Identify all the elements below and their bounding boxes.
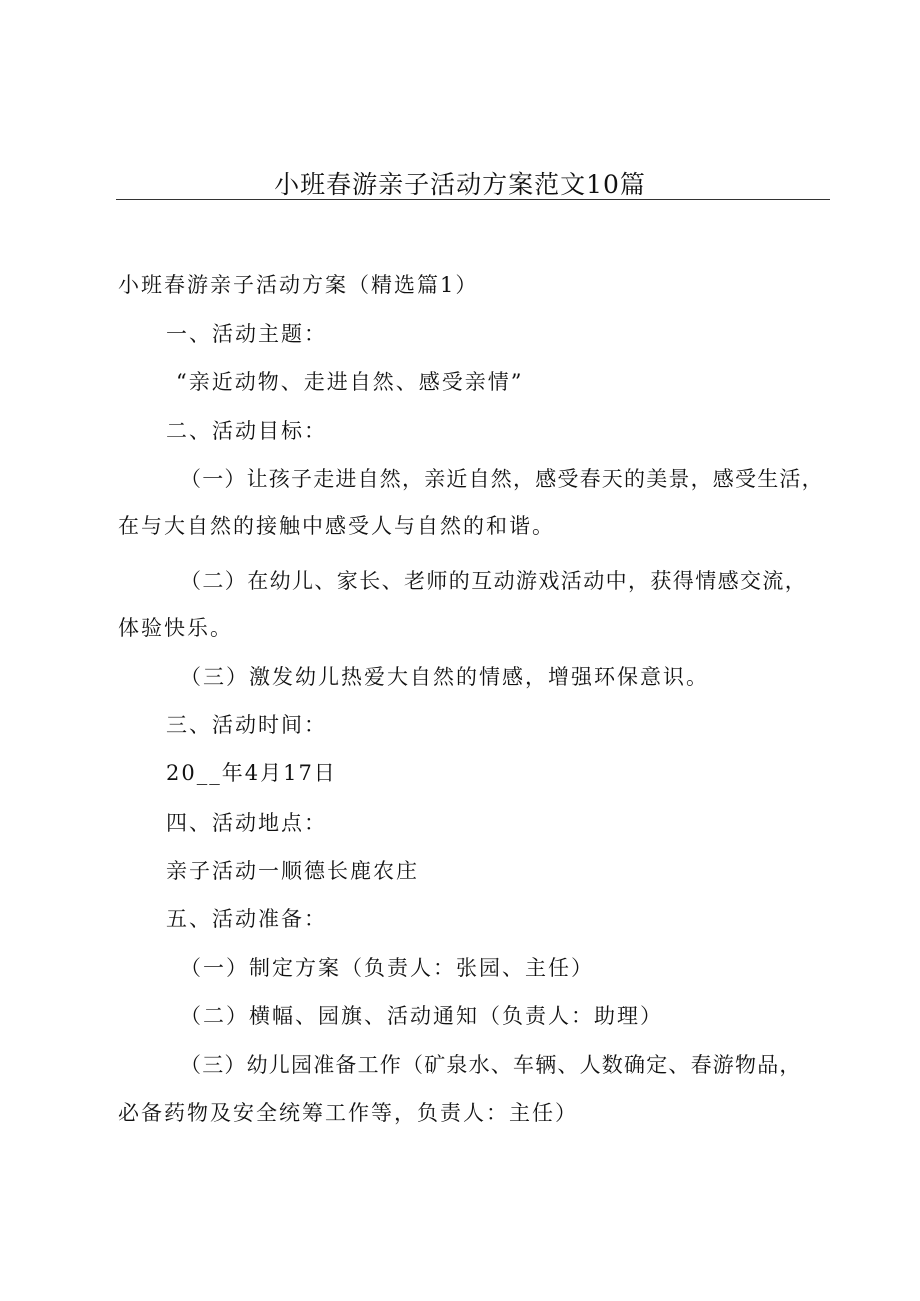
- activity-date: 20__年4月17日: [166, 761, 337, 785]
- goal-3: （三）激发幼儿热爱大自然的情感，增强环保意识。: [180, 665, 709, 689]
- heading-activity-goals: 二、活动目标：: [166, 419, 327, 443]
- goal-2-line-1: （二）在幼儿、家长、老师的互动游戏活动中，获得情感交流，: [180, 569, 808, 593]
- heading-activity-time: 三、活动时间：: [166, 713, 327, 737]
- activity-location: 亲子活动一顺德长鹿农庄: [166, 859, 419, 883]
- preparation-3-line-1: （三）幼儿园准备工作（矿泉水、车辆、人数确定、春游物品，: [180, 1053, 802, 1077]
- document-title: 小班春游亲子活动方案范文10篇: [274, 170, 646, 199]
- heading-activity-location: 四、活动地点：: [166, 811, 327, 835]
- activity-theme-text: “亲近动物、走进自然、感受亲情”: [176, 370, 524, 394]
- preparation-3-line-2: 必备药物及安全统筹工作等，负责人：主任）: [118, 1101, 578, 1125]
- preparation-1: （一）制定方案（负责人：张园、主任）: [180, 956, 594, 980]
- heading-activity-theme: 一、活动主题：: [166, 322, 327, 346]
- goal-1-line-1: （一）让孩子走进自然，亲近自然，感受春天的美景，感受生活，: [180, 467, 824, 491]
- title-underline: [116, 199, 830, 200]
- preparation-2: （二）横幅、园旗、活动通知（负责人：助理）: [180, 1004, 663, 1028]
- section-heading: 小班春游亲子活动方案（精选篇1）: [118, 273, 479, 297]
- goal-1-line-2: 在与大自然的接触中感受人与自然的和谐。: [118, 514, 555, 538]
- heading-activity-preparation: 五、活动准备：: [166, 907, 327, 931]
- goal-2-line-2: 体验快乐。: [118, 616, 233, 640]
